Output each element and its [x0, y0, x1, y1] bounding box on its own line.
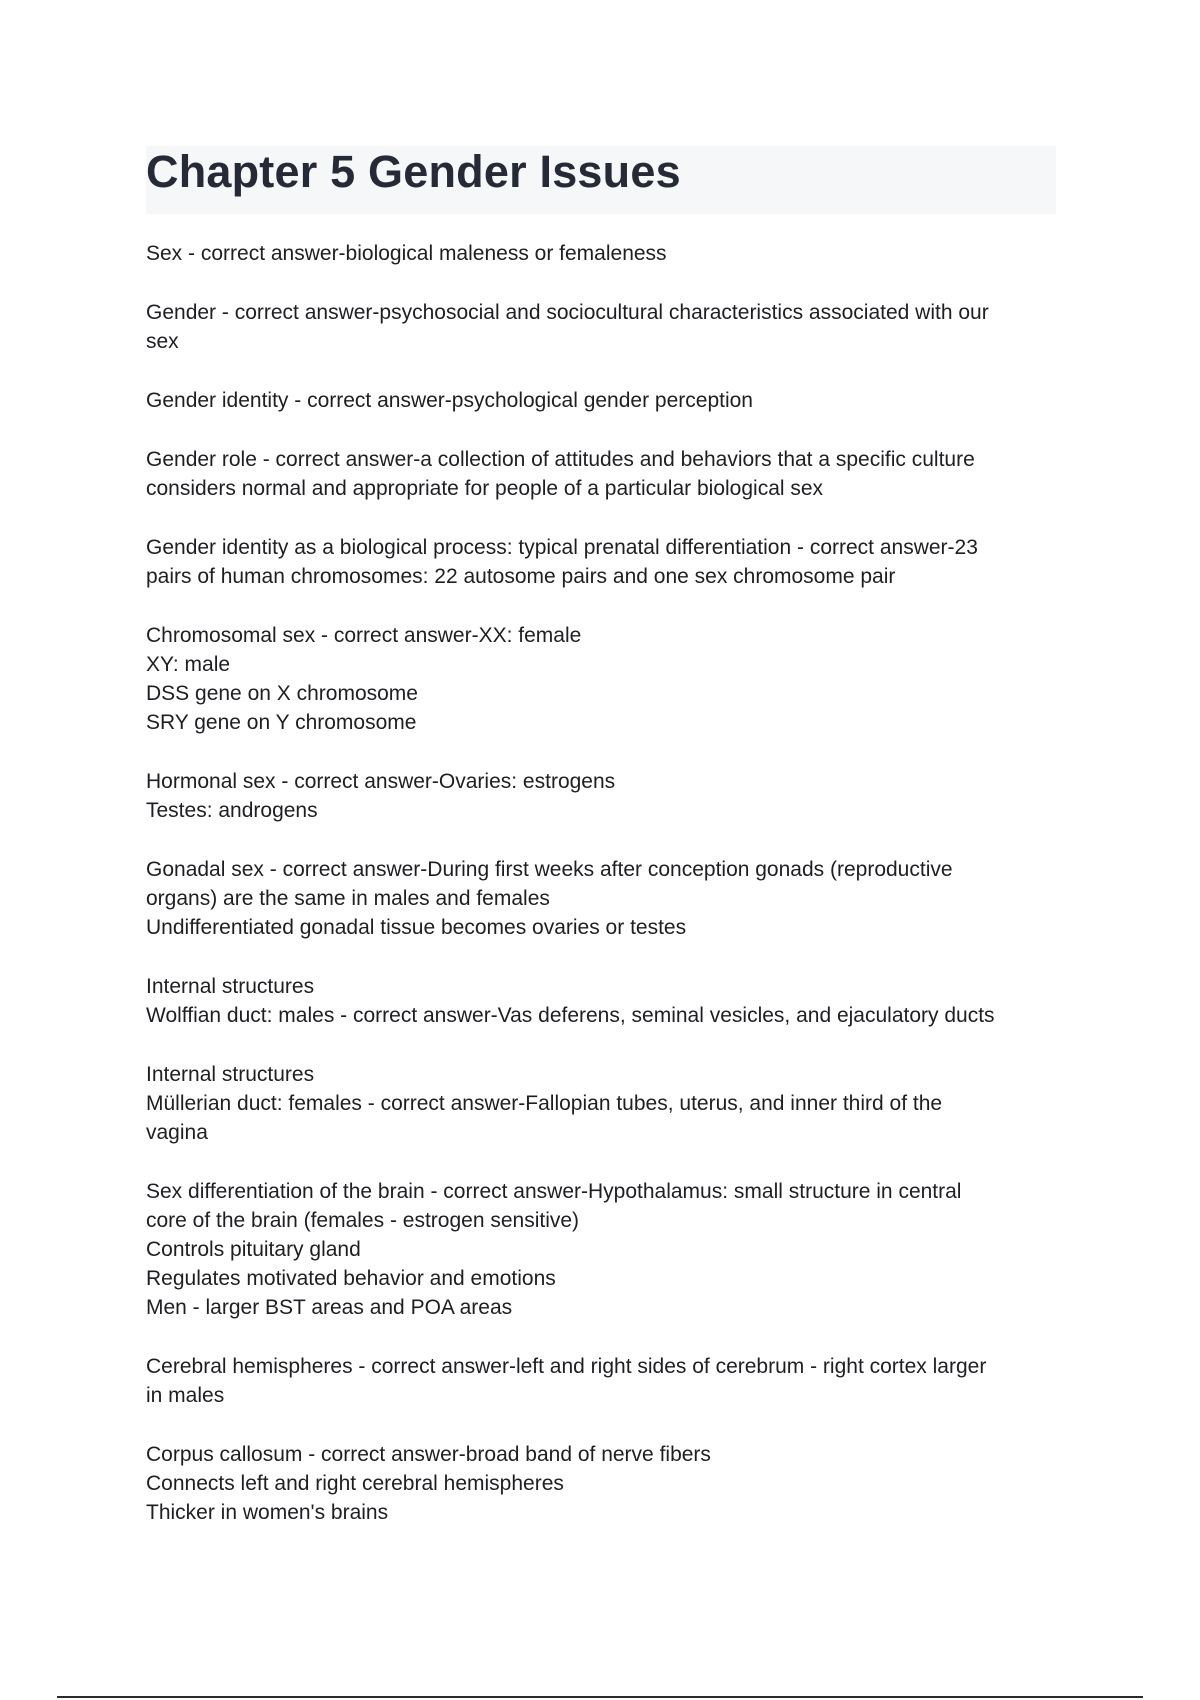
- page-title: Chapter 5 Gender Issues: [146, 146, 681, 197]
- entry-detail-line: vagina: [146, 1121, 208, 1144]
- entry-detail-line: Wolffian duct: males - correct answer-Vas deferens, seminal vesicles, and ejaculatory ducts: [146, 1004, 995, 1027]
- flashcard-entry: [146, 767, 1056, 825]
- entry-detail-line: Men - larger BST areas and POA areas: [146, 1296, 513, 1319]
- entry-detail-line: considers normal and appropriate for people of a particular biological sex: [146, 477, 824, 500]
- entry-detail-line: Connects left and right cerebral hemispheres: [146, 1472, 564, 1495]
- entry-detail-line: Controls pituitary gland: [146, 1238, 361, 1261]
- entry-term-line: Sex - correct answer-biological maleness or femaleness: [146, 242, 667, 265]
- flashcard-entry: [146, 855, 1056, 942]
- footer-divider: [57, 1696, 1143, 1698]
- entry-detail-line: pairs of human chromosomes: 22 autosome pairs and one sex chromosome pair: [146, 565, 896, 588]
- entry-term-line: Gonadal sex - correct answer-During first weeks after conception gonads (reproductive: [146, 858, 953, 881]
- entry-detail-line: core of the brain (females - estrogen sensitive): [146, 1209, 580, 1232]
- entry-detail-line: Undifferentiated gonadal tissue becomes ovaries or testes: [146, 916, 687, 939]
- flashcard-entry: [146, 621, 1056, 737]
- entry-term-line: Internal structures: [146, 975, 315, 998]
- entry-term-line: Hormonal sex - correct answer-Ovaries: estrogens: [146, 770, 616, 793]
- entry-detail-line: Thicker in women's brains: [146, 1501, 389, 1524]
- flashcard-entry: [146, 533, 1056, 591]
- entry-detail-line: SRY gene on Y chromosome: [146, 711, 417, 734]
- flashcard-entry: [146, 239, 1056, 268]
- entry-detail-line: in males: [146, 1384, 225, 1407]
- entry-term-line: Chromosomal sex - correct answer-XX: female: [146, 624, 582, 647]
- entry-term-line: Gender - correct answer-psychosocial and sociocultural characteristics associated with our: [146, 301, 989, 324]
- entry-detail-line: organs) are the same in males and females: [146, 887, 550, 910]
- entry-term-line: Internal structures: [146, 1063, 315, 1086]
- entry-term-line: Gender identity as a biological process: typical prenatal differentiation - correct answer-23: [146, 536, 978, 559]
- entry-term-line: Gender role - correct answer-a collection of attitudes and behaviors that a specific culture: [146, 448, 975, 471]
- flashcard-entry: [146, 1440, 1056, 1527]
- entry-term-line: Gender identity - correct answer-psychological gender perception: [146, 389, 753, 412]
- entry-detail-line: Testes: androgens: [146, 799, 318, 822]
- flashcard-entry: [146, 298, 1056, 356]
- flashcard-entry: [146, 972, 1056, 1030]
- entry-term-line: Cerebral hemispheres - correct answer-left and right sides of cerebrum - right cortex larger: [146, 1355, 987, 1378]
- entry-detail-line: Müllerian duct: females - correct answer-Fallopian tubes, uterus, and inner third of the: [146, 1092, 943, 1115]
- entry-detail-line: DSS gene on X chromosome: [146, 682, 418, 705]
- flashcard-entry: [146, 386, 1056, 415]
- flashcard-entry: [146, 1060, 1056, 1147]
- flashcard-entry: [146, 1177, 1056, 1322]
- flashcard-list: [146, 239, 1056, 1557]
- entry-term-line: Sex differentiation of the brain - correct answer-Hypothalamus: small structure in central: [146, 1180, 962, 1203]
- flashcard-entry: [146, 445, 1056, 503]
- flashcard-entry: [146, 1352, 1056, 1410]
- entry-term-line: Corpus callosum - correct answer-broad band of nerve fibers: [146, 1443, 711, 1466]
- entry-detail-line: sex: [146, 330, 179, 353]
- entry-detail-line: Regulates motivated behavior and emotions: [146, 1267, 556, 1290]
- entry-detail-line: XY: male: [146, 653, 231, 676]
